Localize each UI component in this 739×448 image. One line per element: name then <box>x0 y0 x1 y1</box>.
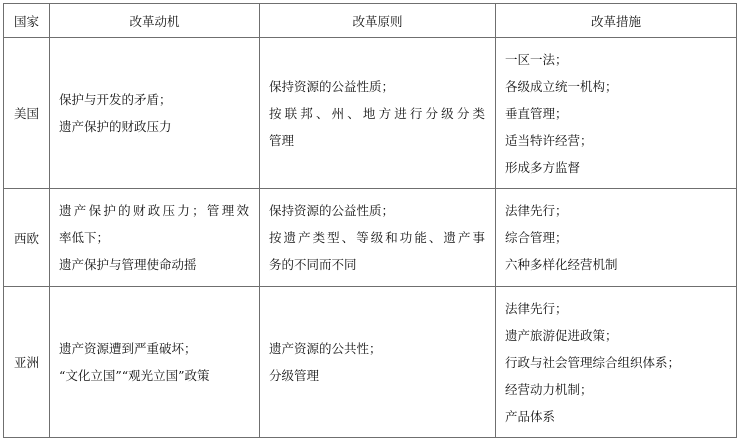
cell-line: 保护与开发的矛盾； <box>59 92 172 107</box>
country-cell: 亚洲 <box>4 287 50 438</box>
cell-line: 按遗产类型、等级和功能、遗产事 <box>269 230 485 245</box>
cell-line: 分级管理 <box>269 368 320 383</box>
cell-line: 遗产保护的财政压力 <box>59 119 172 134</box>
cell-line: 适当特许经营； <box>505 132 593 148</box>
measures-cell <box>496 38 737 189</box>
cell-line: 六种多样化经营机制 <box>505 257 618 272</box>
reform-comparison-table <box>3 3 737 438</box>
cell-line: 遗产保护与管理使命动摇 <box>59 257 197 272</box>
cell-line: 经营动力机制； <box>505 381 593 397</box>
cell-line: 遗产资源遭到严重破坏； <box>59 341 197 356</box>
table-row <box>4 38 737 189</box>
header-measures: 改革措施 <box>496 4 737 38</box>
cell-line: 保持资源的公益性质； <box>269 203 395 218</box>
table-row <box>4 189 737 287</box>
table-row <box>4 287 737 438</box>
cell-line: 法律先行； <box>505 203 568 218</box>
measures-cell <box>496 189 737 287</box>
cell-line: 一区一法； <box>505 51 568 67</box>
cell-line: 遗产保护的财政压力；管理效 <box>59 203 249 218</box>
motivation-cell <box>50 287 260 438</box>
cell-line: 产品体系 <box>505 408 556 424</box>
cell-line: 遗产旅游促进政策； <box>505 327 618 343</box>
motivation-cell <box>50 189 260 287</box>
cell-line: 形成多方监督 <box>505 159 581 175</box>
cell-line: 务的不同而不同 <box>269 257 357 272</box>
header-principle: 改革原则 <box>260 4 496 38</box>
measures-cell <box>496 287 737 438</box>
principle-cell <box>260 287 496 438</box>
cell-line: 各级成立统一机构； <box>505 78 618 94</box>
cell-line: 管理 <box>269 132 295 148</box>
cell-line: 行政与社会管理综合组织体系； <box>505 354 681 370</box>
principle-cell <box>260 189 496 287</box>
cell-line: 综合管理； <box>505 230 568 245</box>
cell-line: 法律先行； <box>505 300 568 316</box>
cell-line: 保持资源的公益性质； <box>269 78 395 94</box>
country-cell: 美国 <box>4 38 50 189</box>
header-country: 国家 <box>4 4 50 38</box>
cell-line: 垂直管理； <box>505 105 568 121</box>
cell-line: 按联邦、州、地方进行分级分类 <box>269 105 485 121</box>
table-header-row <box>4 4 737 38</box>
cell-line: 率低下； <box>59 230 110 245</box>
principle-cell <box>260 38 496 189</box>
country-cell: 西欧 <box>4 189 50 287</box>
cell-line: “文化立国”“观光立国”政策 <box>59 368 210 383</box>
cell-line: 遗产资源的公共性； <box>269 341 382 356</box>
motivation-cell <box>50 38 260 189</box>
header-motivation: 改革动机 <box>50 4 260 38</box>
